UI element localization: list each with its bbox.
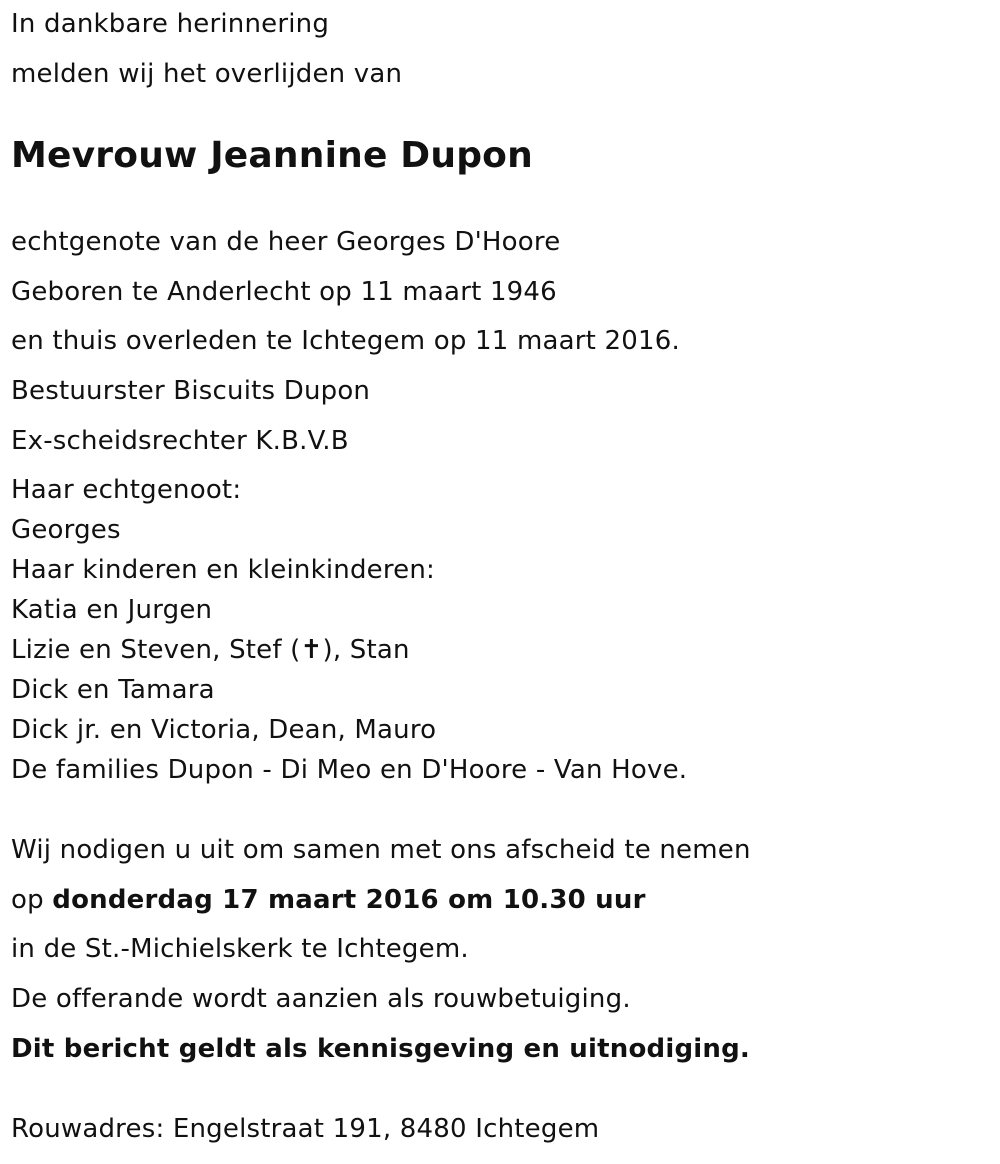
role-line-1: Bestuurster Biscuits Dupon [11, 376, 371, 406]
family-member: Lizie en Steven, Stef (✝), Stan [11, 635, 410, 665]
children-label: Haar kinderen en kleinkinderen: [11, 555, 436, 585]
deceased-name: Mevrouw Jeannine Dupon [11, 135, 533, 176]
birth-line: Geboren te Anderlecht op 11 maart 1946 [11, 277, 557, 307]
family-member: Katia en Jurgen [11, 595, 213, 625]
family-member: De families Dupon - Di Meo en D'Hoore - Van Hove. [11, 755, 688, 785]
invitation-prefix: op [11, 885, 53, 915]
death-line: en thuis overleden te Ichtegem op 11 maart 2016. [11, 326, 680, 356]
family-member: Dick jr. en Victoria, Dean, Mauro [11, 715, 437, 745]
husband-name: Georges [11, 515, 121, 545]
intro-line-1: In dankbare herinnering [11, 9, 330, 39]
spouse-line: echtgenote van de heer Georges D'Hoore [11, 227, 561, 257]
ceremony-datetime: donderdag 17 maart 2016 om 10.30 uur [52, 885, 646, 915]
role-line-2: Ex-scheidsrechter K.B.V.B [11, 426, 349, 456]
offering-line: De offerande wordt aanzien als rouwbetuiging. [11, 984, 631, 1014]
church-line: in de St.-Michielskerk te Ichtegem. [11, 934, 469, 964]
family-member: Dick en Tamara [11, 675, 215, 705]
notice-line: Dit bericht geldt als kennisgeving en uitnodiging. [11, 1034, 750, 1064]
invitation-line-2 [11, 884, 646, 916]
invitation-line-1: Wij nodigen u uit om samen met ons afscheid te nemen [11, 835, 751, 865]
husband-label: Haar echtgenoot: [11, 475, 242, 505]
intro-line-2: melden wij het overlijden van [11, 59, 403, 89]
mourning-address: Rouwadres: Engelstraat 191, 8480 Ichtegem [11, 1114, 600, 1144]
